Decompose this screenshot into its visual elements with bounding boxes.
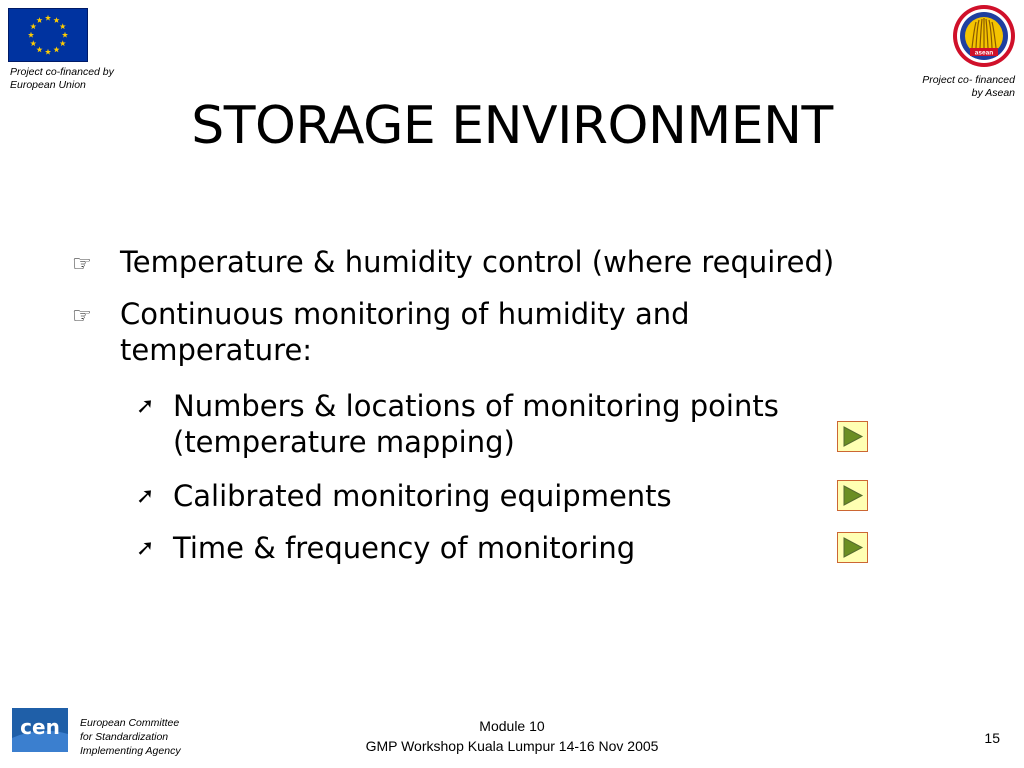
sub-bullet-calibrated-equipment: Calibrated monitoring equipments bbox=[173, 479, 672, 513]
eu-flag-logo bbox=[8, 8, 88, 62]
asean-logo-text: asean bbox=[974, 49, 994, 57]
asean-caption-line-2: by Asean bbox=[971, 87, 1015, 99]
eu-star-icon bbox=[30, 40, 36, 46]
sub-bullet-monitoring-points bbox=[173, 388, 779, 460]
bullet-temperature-humidity-control: Temperature & humidity control (where required) bbox=[120, 245, 835, 279]
page-number: 15 bbox=[984, 730, 1000, 746]
eu-star-icon bbox=[36, 17, 42, 23]
arrow-up-right-icon: ➚ bbox=[136, 536, 155, 561]
eu-star-icon bbox=[60, 23, 66, 29]
sub-bullet-time-frequency: Time & frequency of monitoring bbox=[173, 531, 636, 565]
arrow-up-right-icon: ➚ bbox=[136, 394, 155, 419]
play-icon bbox=[838, 422, 867, 451]
eu-star-icon bbox=[28, 32, 34, 38]
cen-caption-line-3: Implementing Agency bbox=[80, 745, 181, 757]
cen-caption-line-2: for Standardization bbox=[80, 731, 169, 743]
eu-caption-line-1: Project co-financed by bbox=[10, 66, 114, 78]
eu-star-icon bbox=[36, 47, 42, 53]
bullet-line-2: temperature: bbox=[120, 333, 313, 367]
eu-star-icon bbox=[53, 17, 59, 23]
eu-star-icon bbox=[45, 49, 51, 55]
play-button-time-frequency[interactable] bbox=[837, 532, 868, 563]
eu-star-icon bbox=[45, 15, 51, 21]
play-button-temperature-mapping[interactable] bbox=[837, 421, 868, 452]
play-icon bbox=[838, 481, 867, 510]
cen-caption-line-1: European Committee bbox=[80, 717, 180, 729]
arrow-up-right-icon: ➚ bbox=[136, 484, 155, 509]
eu-cofinance-caption bbox=[10, 66, 150, 92]
play-icon bbox=[838, 533, 867, 562]
play-button-calibrated-equipment[interactable] bbox=[837, 480, 868, 511]
eu-star-icon bbox=[62, 32, 68, 38]
eu-caption-line-2: European Union bbox=[10, 79, 86, 91]
eu-star-icon bbox=[60, 40, 66, 46]
slide-title: STORAGE ENVIRONMENT bbox=[191, 96, 833, 156]
sub-bullet-line-1: Numbers & locations of monitoring points bbox=[173, 389, 779, 423]
asean-caption-line-1: Project co- financed bbox=[922, 74, 1015, 86]
pointing-hand-icon: ☞ bbox=[72, 252, 92, 277]
footer-module: Module 10 bbox=[479, 718, 545, 734]
footer-workshop-info bbox=[260, 716, 764, 756]
footer-workshop: GMP Workshop Kuala Lumpur 14-16 Nov 2005 bbox=[365, 738, 659, 754]
eu-stars-icon bbox=[9, 9, 87, 61]
cen-logo bbox=[12, 708, 68, 752]
cen-caption bbox=[80, 716, 240, 758]
asean-logo bbox=[952, 4, 1016, 68]
sub-bullet-line-2: (temperature mapping) bbox=[173, 425, 515, 459]
bullet-line-1: Continuous monitoring of humidity and bbox=[120, 297, 690, 331]
eu-star-icon bbox=[53, 47, 59, 53]
bullet-continuous-monitoring bbox=[120, 296, 690, 368]
eu-star-icon bbox=[30, 23, 36, 29]
pointing-hand-icon: ☞ bbox=[72, 304, 92, 329]
cen-logo-text: cen bbox=[20, 715, 60, 739]
